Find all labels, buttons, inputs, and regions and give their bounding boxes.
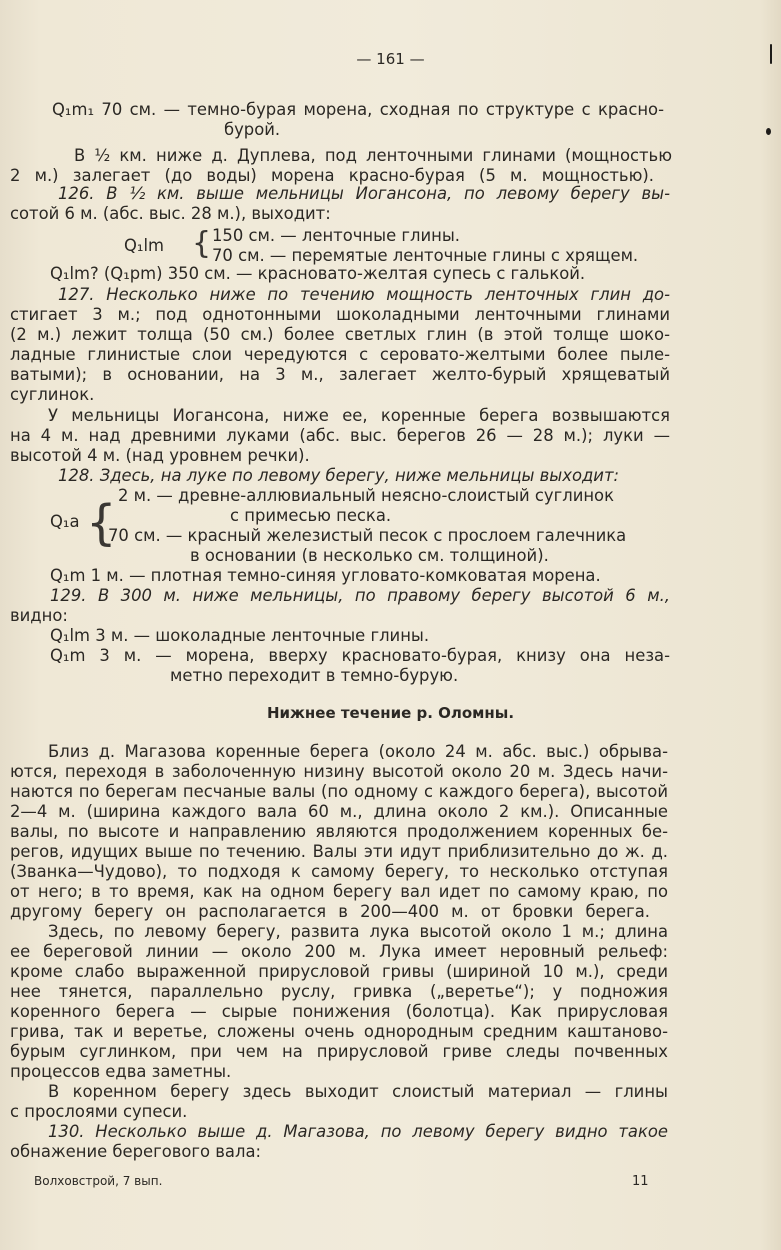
text-line: 126. В ½ км. выше мельницы Иогансона, по левому берегу вы- <box>58 184 670 203</box>
text-line: В ½ км. ниже д. Дуплева, под ленточными глинами (мощностью <box>74 146 672 165</box>
text-line: (Званка—Чудово), то подходя к самому берегу, то несколько отступая <box>10 862 668 881</box>
text-line: коренного берега — сырые понижения (болотца). Как прирусловая <box>10 1002 668 1021</box>
ink-speck <box>770 44 772 64</box>
text-line: ются, переходя в заболоченную низину высотой около 20 м. Здесь начи- <box>10 762 668 781</box>
text-line: на 4 м. над древними луками (абс. выс. берегов 26 — 28 м.); луки — <box>10 426 670 445</box>
text-line: (2 м.) лежит толща (50 см.) более светлых глин (в этой толще шоко- <box>10 325 670 344</box>
text-line: Q₁lm 3 м. — шоколадные ленточные глины. <box>50 626 430 645</box>
text-line: 2 м.) залегает (до воды) морена красно-бурая (5 м. мощностью). <box>10 166 654 185</box>
text-line: стигает 3 м.; под однотонными шоколадными ленточными глинами <box>10 305 670 324</box>
text-line: ее береговой линии — около 200 м. Лука имеет неровный рельеф: <box>10 942 668 961</box>
text-line: 130. Несколько выше д. Магазова, по левому берегу видно такое <box>48 1122 668 1141</box>
text-line: 70 см. — красный железистый песок с прослоем галечника <box>108 526 627 545</box>
text-line: от него; в то время, как на одном берегу вал идет по самому краю, по <box>10 882 668 901</box>
text-line: с прослоями супеси. <box>10 1102 188 1121</box>
text-line: 129. В 300 м. ниже мельницы, по правому берегу высотой 6 м., <box>50 586 670 605</box>
stratum-index: Q₁lm <box>124 236 164 255</box>
text-line: 70 см. — перемятые ленточные глины с хрящем. <box>212 246 639 265</box>
text-line: 128. Здесь, на луке по левому берегу, ниже мельницы выходит: <box>58 466 620 485</box>
text-line: 150 см. — ленточные глины. <box>212 226 460 245</box>
stratum-index: Q₁a <box>50 512 80 531</box>
text-line: В коренном берегу здесь выходит слоистый материал — глины <box>48 1082 668 1101</box>
text-line: суглинок. <box>10 385 95 404</box>
text-line: с примесью песка. <box>230 506 392 525</box>
text-line: грива, так и веретье, сложены очень однородным средним каштаново- <box>10 1022 668 1041</box>
text-line: ватыми); в основании, на 3 м., залегает желто-бурый хрящеватый <box>10 365 670 384</box>
text-line: Здесь, по левому берегу, развита лука высотой около 1 м.; длина <box>48 922 668 941</box>
text-line: кроме слабо выраженной прирусловой гривы (шириной 10 м.), среди <box>10 962 668 981</box>
text-line: 2—4 м. (ширина каждого вала 60 м., длина около 2 км.). Описанные <box>10 802 668 821</box>
text-line: валы, по высоте и направлению являются продолжением коренных бе- <box>10 822 668 841</box>
text-line: 127. Несколько ниже по течению мощность ленточных глин до- <box>58 285 670 304</box>
brace-mark: { <box>86 495 117 551</box>
text-line: процессов едва заметны. <box>10 1062 232 1081</box>
footer-publication: Волховстрой, 7 вып. <box>34 1174 163 1188</box>
text-line: Q₁lm? (Q₁pm) 350 см. — красновато-желтая супесь с галькой. <box>50 264 586 283</box>
text-line: в основании (в несколько см. толщиной). <box>190 546 549 565</box>
text-line: сотой 6 м. (абс. выс. 28 м.), выходит: <box>10 204 331 223</box>
text-line: ладные глинистые слои чередуются с серовато-желтыми более пыле- <box>10 345 670 364</box>
text-line: Q₁m 1 м. — плотная темно-синяя угловато-комковатая морена. <box>50 566 601 585</box>
section-heading: Нижнее течение р. Оломны. <box>266 704 515 722</box>
brace-mark: { <box>192 226 212 261</box>
text-line: бурым суглинком, при чем на прирусловой гриве следы почвенных <box>10 1042 668 1061</box>
page-number: — 161 — <box>356 50 425 68</box>
footer-signature-number: 11 <box>632 1174 649 1189</box>
text-line: высотой 4 м. (над уровнем речки). <box>10 446 310 465</box>
text-line: обнажение берегового вала: <box>10 1142 262 1161</box>
text-line: наются по берегам песчаные валы (по одному с каждого берега), высотой <box>10 782 668 801</box>
text-line: метно переходит в темно-бурую. <box>170 666 459 685</box>
text-line: Близ д. Магазова коренные берега (около 24 м. абс. выс.) обрыва- <box>48 742 668 761</box>
text-line: бурой. <box>224 120 281 139</box>
text-line: Q₁m₁ 70 см. — темно-бурая морена, сходная по структуре с красно- <box>52 100 664 119</box>
text-line: регов, идущих выше по течению. Валы эти идут приблизительно до ж. д. <box>10 842 668 861</box>
ink-speck <box>766 128 771 135</box>
text-line: другому берегу он располагается в 200—400 м. от бровки берега. <box>10 902 650 921</box>
text-line: видно: <box>10 606 68 625</box>
text-line: 2 м. — древне-аллювиальный неясно-слоистый суглинок <box>118 486 614 505</box>
text-line: нее тянется, параллельно руслу, гривка („веретье“); у подножия <box>10 982 668 1001</box>
text-line: У мельницы Иогансона, ниже ее, коренные берега возвышаются <box>48 406 670 425</box>
text-line: Q₁m 3 м. — морена, вверху красновато-бурая, книзу она неза- <box>50 646 670 665</box>
